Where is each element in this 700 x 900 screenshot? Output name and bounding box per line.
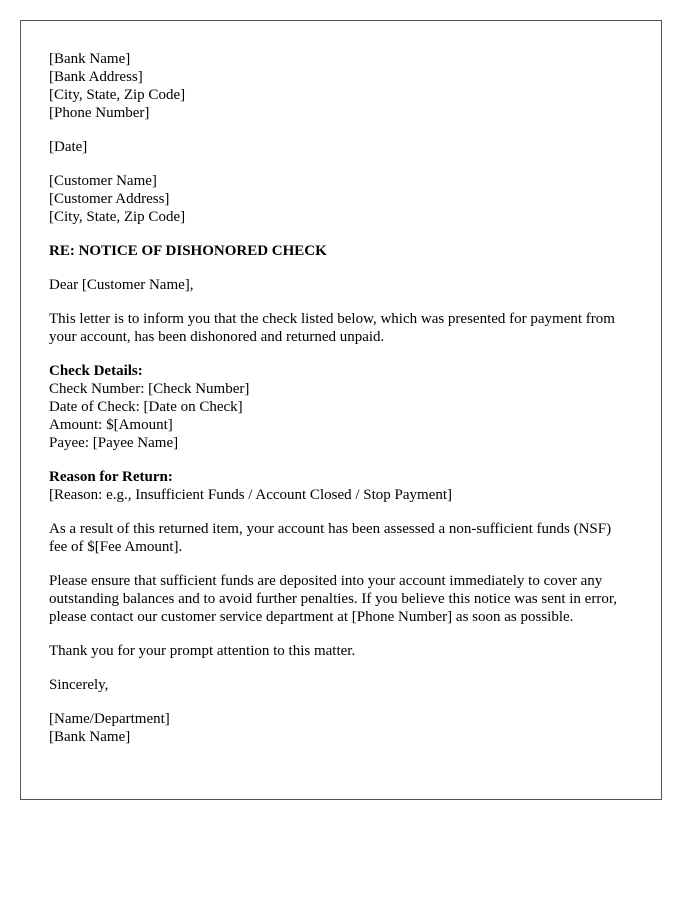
closing-line: Sincerely, [49, 677, 109, 693]
check-payee: Payee: [Payee Name] [49, 435, 179, 451]
letter-date: [Date] [49, 139, 88, 155]
instructions-paragraph: Please ensure that sufficient funds are deposited into your account immediately to cover any outstanding balances and to avoid further penalties. If you believe this notice was sent in error, please contact our customer service department at [Phone Number] as soon as possible. [49, 573, 617, 625]
signature-block [49, 710, 633, 746]
fee-paragraph: As a result of this returned item, your account has been assessed a non-sufficient funds (NSF) fee of $[Fee Amount]. [49, 521, 612, 555]
sender-address-block [49, 50, 633, 122]
recipient-city-state-zip: [City, State, Zip Code] [49, 209, 186, 225]
recipient-name: [Customer Name] [49, 173, 157, 189]
sender-phone: [Phone Number] [49, 105, 150, 121]
check-amount: Amount: $[Amount] [49, 417, 173, 433]
reason-block [49, 468, 633, 504]
thanks-block [49, 642, 633, 660]
salutation: Dear [Customer Name], [49, 277, 194, 293]
closing-block [49, 676, 633, 694]
reason-heading: Reason for Return: [49, 469, 173, 485]
intro-paragraph: This letter is to inform you that the check listed below, which was presented for payment from your account, has been dishonored and returned unpaid. [49, 311, 615, 345]
intro-paragraph-block [49, 310, 633, 346]
letter-page [20, 20, 662, 800]
subject-line: RE: NOTICE OF DISHONORED CHECK [49, 243, 327, 259]
recipient-address-block [49, 172, 633, 226]
instructions-paragraph-block [49, 572, 633, 626]
check-details-heading: Check Details: [49, 363, 143, 379]
signature-name-department: [Name/Department] [49, 711, 170, 727]
sender-city-state-zip: [City, State, Zip Code] [49, 87, 186, 103]
fee-paragraph-block [49, 520, 633, 556]
sender-bank-name: [Bank Name] [49, 51, 131, 67]
check-details-block [49, 362, 633, 452]
recipient-address: [Customer Address] [49, 191, 170, 207]
subject-block [49, 242, 633, 260]
sender-bank-address: [Bank Address] [49, 69, 143, 85]
salutation-block [49, 276, 633, 294]
thanks-line: Thank you for your prompt attention to this matter. [49, 643, 356, 659]
signature-bank-name: [Bank Name] [49, 729, 131, 745]
check-number: Check Number: [Check Number] [49, 381, 250, 397]
date-block [49, 138, 633, 156]
reason-text: [Reason: e.g., Insufficient Funds / Account Closed / Stop Payment] [49, 487, 453, 503]
check-date: Date of Check: [Date on Check] [49, 399, 243, 415]
